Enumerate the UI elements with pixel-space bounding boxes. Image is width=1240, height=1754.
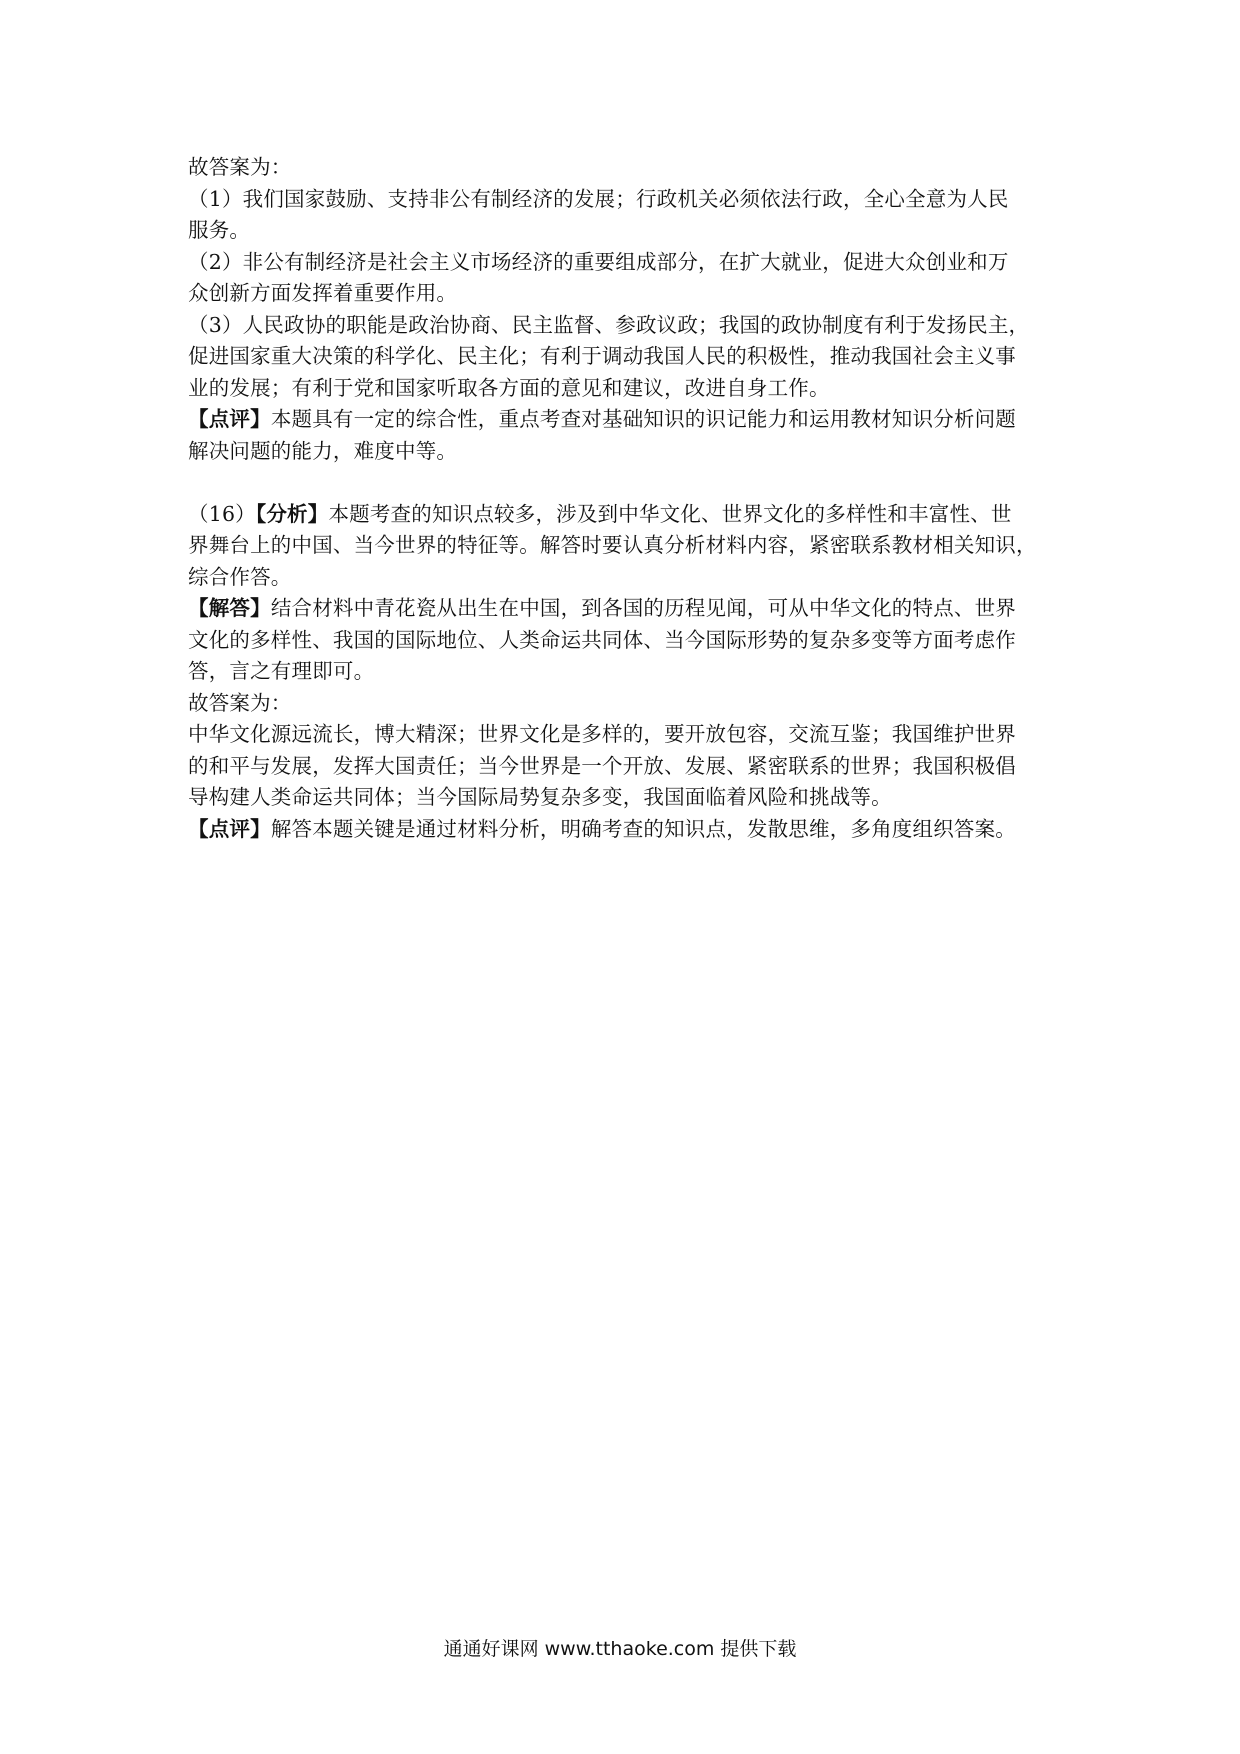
comment-block-1 — [188, 404, 1060, 467]
text-line: （3）人民政协的职能是政治协商、民主监督、参政议政；我国的政协制度有利于发扬民主， — [188, 312, 1030, 337]
text-line: 众创新方面发挥着重要作用。 — [188, 281, 458, 305]
text-line: 中华文化源远流长，博大精深；世界文化是多样的，要开放包容，交流互鉴；我国维护世界 — [188, 722, 1016, 746]
comment-label: 【点评】 — [188, 816, 271, 841]
solution-label: 【解答】 — [188, 596, 271, 620]
text-line — [188, 499, 1060, 531]
text-line: 导构建人类命运共同体；当今国际局势复杂多变，我国面临着风险和挑战等。 — [188, 785, 892, 809]
analysis-block — [188, 499, 1060, 594]
text-line: 的和平与发展，发挥大国责任；当今世界是一个开放、发展、紧密联系的世界；我国积极倡 — [188, 753, 1016, 778]
answer-heading: 故答案为： — [188, 690, 292, 715]
analysis-label: 【分析】 — [255, 501, 329, 526]
comment-text: 解答本题关键是通过材料分析，明确考查的知识点，发散思维，多角度组织答案。 — [270, 816, 1017, 841]
text-line — [188, 404, 1060, 436]
text-line: 业的发展；有利于党和国家听取各方面的意见和建议，改进自身工作。 — [188, 375, 830, 400]
answer-block-2 — [188, 688, 1060, 814]
answer-block-1 — [188, 152, 1060, 404]
comment-text: 本题具有一定的综合性，重点考查对基础知识的识记能力和运用教材知识分析问题 — [270, 407, 1017, 431]
text-line: 服务。 — [188, 218, 251, 242]
comment-label: 【点评】 — [188, 407, 271, 431]
text-line: 解决问题的能力，难度中等。 — [188, 438, 458, 463]
text-line: 综合作答。 — [188, 564, 292, 589]
question-number: （16） — [188, 501, 256, 526]
comment-block-2 — [188, 814, 1060, 846]
text-line: 促进国家重大决策的科学化、民主化；有利于调动我国人民的积极性，推动我国社会主义事 — [188, 344, 1016, 368]
paragraph-gap — [188, 467, 1060, 499]
text-line: （2）非公有制经济是社会主义市场经济的重要组成部分，在扩大就业，促进大众创业和万 — [188, 249, 1009, 274]
analysis-text: 本题考查的知识点较多，涉及到中华文化、世界文化的多样性和丰富性、世 — [328, 501, 1012, 526]
text-line: 文化的多样性、我国的国际地位、人类命运共同体、当今国际形势的复杂多变等方面考虑作 — [188, 627, 1016, 652]
solution-block — [188, 593, 1060, 688]
text-line: （1）我们国家鼓励、支持非公有制经济的发展；行政机关必须依法行政，全心全意为人民 — [188, 186, 1009, 211]
text-line: 界舞台上的中国、当今世界的特征等。解答时要认真分析材料内容，紧密联系教材相关知识， — [188, 533, 1037, 557]
text-line: 答，言之有理即可。 — [188, 659, 375, 683]
answer-heading: 故答案为： — [188, 155, 292, 179]
text-line — [188, 814, 1060, 846]
answer-content — [188, 152, 1060, 845]
footer-download-notice: 通通好课网 www.tthaoke.com 提供下载 — [443, 1638, 797, 1660]
text-line — [188, 593, 1060, 625]
solution-text: 结合材料中青花瓷从出生在中国，到各国的历程见闻，可从中华文化的特点、世界 — [270, 596, 1017, 620]
